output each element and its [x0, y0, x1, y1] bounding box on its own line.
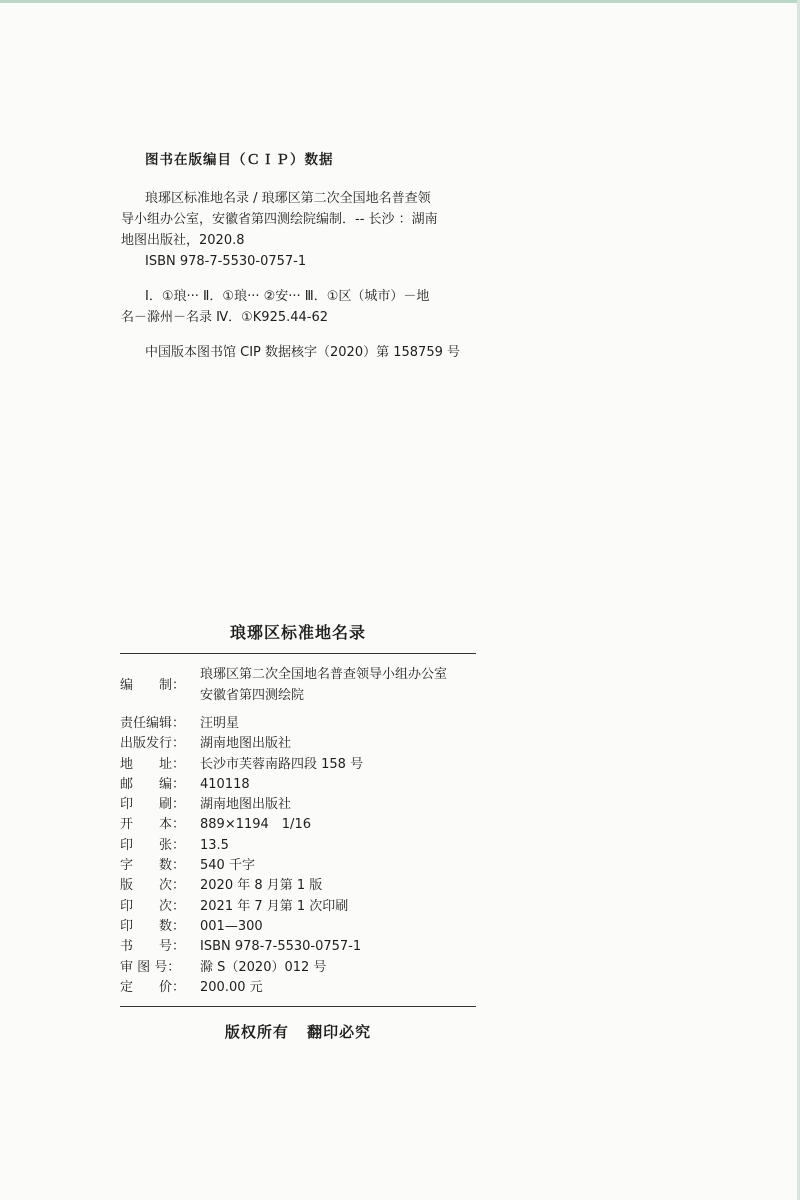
detail-value: 汪明星 — [200, 716, 240, 731]
bottom-divider — [120, 1006, 476, 1007]
compiler-values — [200, 664, 447, 706]
detail-row-format — [120, 815, 476, 835]
detail-value: 889×1194 1/16 — [200, 817, 311, 833]
compiler-name: 安徽省第四测绘院 — [200, 688, 305, 703]
detail-value: 13.5 — [200, 837, 229, 853]
detail-row-publisher — [120, 734, 476, 754]
cip-record-line: 琅琊区标准地名录 / 琅琊区第二次全国地名普查领 — [145, 191, 431, 206]
detail-value: 2021 年 7 月第 1 次印刷 — [200, 898, 349, 914]
detail-label: 出版发行： — [120, 736, 186, 752]
detail-label: 地 址： — [120, 756, 186, 772]
detail-value: 001—300 — [200, 918, 263, 934]
detail-label: 书 号： — [120, 939, 186, 955]
detail-value: 2020 年 8 月第 1 版 — [200, 878, 323, 894]
detail-label: 责任编辑： — [120, 716, 186, 731]
detail-row-editor — [120, 714, 476, 734]
detail-value: 540 千字 — [200, 858, 255, 874]
cip-block — [121, 148, 505, 377]
detail-row-sheets — [120, 836, 476, 856]
detail-value: 410118 — [200, 776, 250, 792]
detail-row-mapreview — [120, 958, 476, 978]
detail-row-address — [120, 755, 476, 775]
detail-value: 长沙市芙蓉南路四段 158 号 — [200, 756, 364, 772]
compiler-label: 编 制： — [120, 678, 186, 693]
detail-row-edition — [120, 876, 476, 896]
detail-value: 湖南地图出版社 — [200, 736, 292, 752]
cip-record-line: 地图出版社，2020.8 — [121, 233, 245, 248]
detail-label: 印 数： — [120, 918, 186, 934]
detail-label: 印 次： — [120, 898, 186, 914]
detail-value: 湖南地图出版社 — [200, 797, 292, 813]
detail-label: 审 图 号： — [120, 959, 181, 975]
detail-label: 定 价： — [120, 979, 186, 995]
cip-heading: 图书在版编目（ＣＩＰ）数据 — [145, 152, 334, 168]
detail-row-printrun — [120, 917, 476, 937]
copyright-left: 版权所有 — [224, 1023, 289, 1042]
compiler-row — [120, 664, 476, 706]
detail-row-postcode — [120, 775, 476, 795]
detail-row-wordcount — [120, 856, 476, 876]
cip-subject-line: Ⅰ．①琅··· Ⅱ．①琅··· ②安··· Ⅲ．①区（城市）－地 — [145, 289, 430, 304]
cip-record-line: 导小组办公室，安徽省第四测绘院编制．-- 长沙 ：湖南 — [121, 212, 438, 227]
detail-value: 滁 S（2020）012 号 — [200, 959, 327, 975]
compiler-name: 琅琊区第二次全国地名普查领导小组办公室 — [200, 667, 448, 682]
cip-number: 中国版本图书馆 CIP 数据核字（2020）第 158759 号 — [145, 345, 460, 360]
cip-subject-line: 名－滁州－名录 Ⅳ．①K925.44-62 — [121, 310, 329, 325]
detail-row-printer — [120, 795, 476, 815]
cip-record — [121, 188, 505, 272]
detail-row-isbn — [120, 937, 476, 957]
book-title: 琅琊区标准地名录 — [229, 623, 366, 642]
detail-label: 印 刷： — [120, 797, 186, 813]
detail-label: 开 本： — [120, 817, 186, 833]
page-top-edge — [0, 0, 800, 3]
detail-label: 邮 编： — [120, 776, 186, 792]
detail-row-printing — [120, 897, 476, 917]
detail-label: 版 次： — [120, 878, 186, 894]
detail-label: 印 张： — [120, 837, 186, 853]
cip-subjects — [121, 286, 505, 328]
cip-isbn-line: ISBN 978-7-5530-0757-1 — [145, 254, 307, 269]
detail-value: ISBN 978-7-5530-0757-1 — [200, 939, 362, 955]
book-info-block — [120, 620, 476, 1042]
copyright-notice — [120, 1021, 476, 1042]
top-divider — [120, 653, 476, 654]
detail-value: 200.00 元 — [200, 979, 263, 995]
detail-label: 字 数： — [120, 858, 186, 874]
detail-row-price — [120, 978, 476, 998]
publication-details — [120, 714, 476, 998]
copyright-right: 翻印必究 — [307, 1023, 372, 1042]
